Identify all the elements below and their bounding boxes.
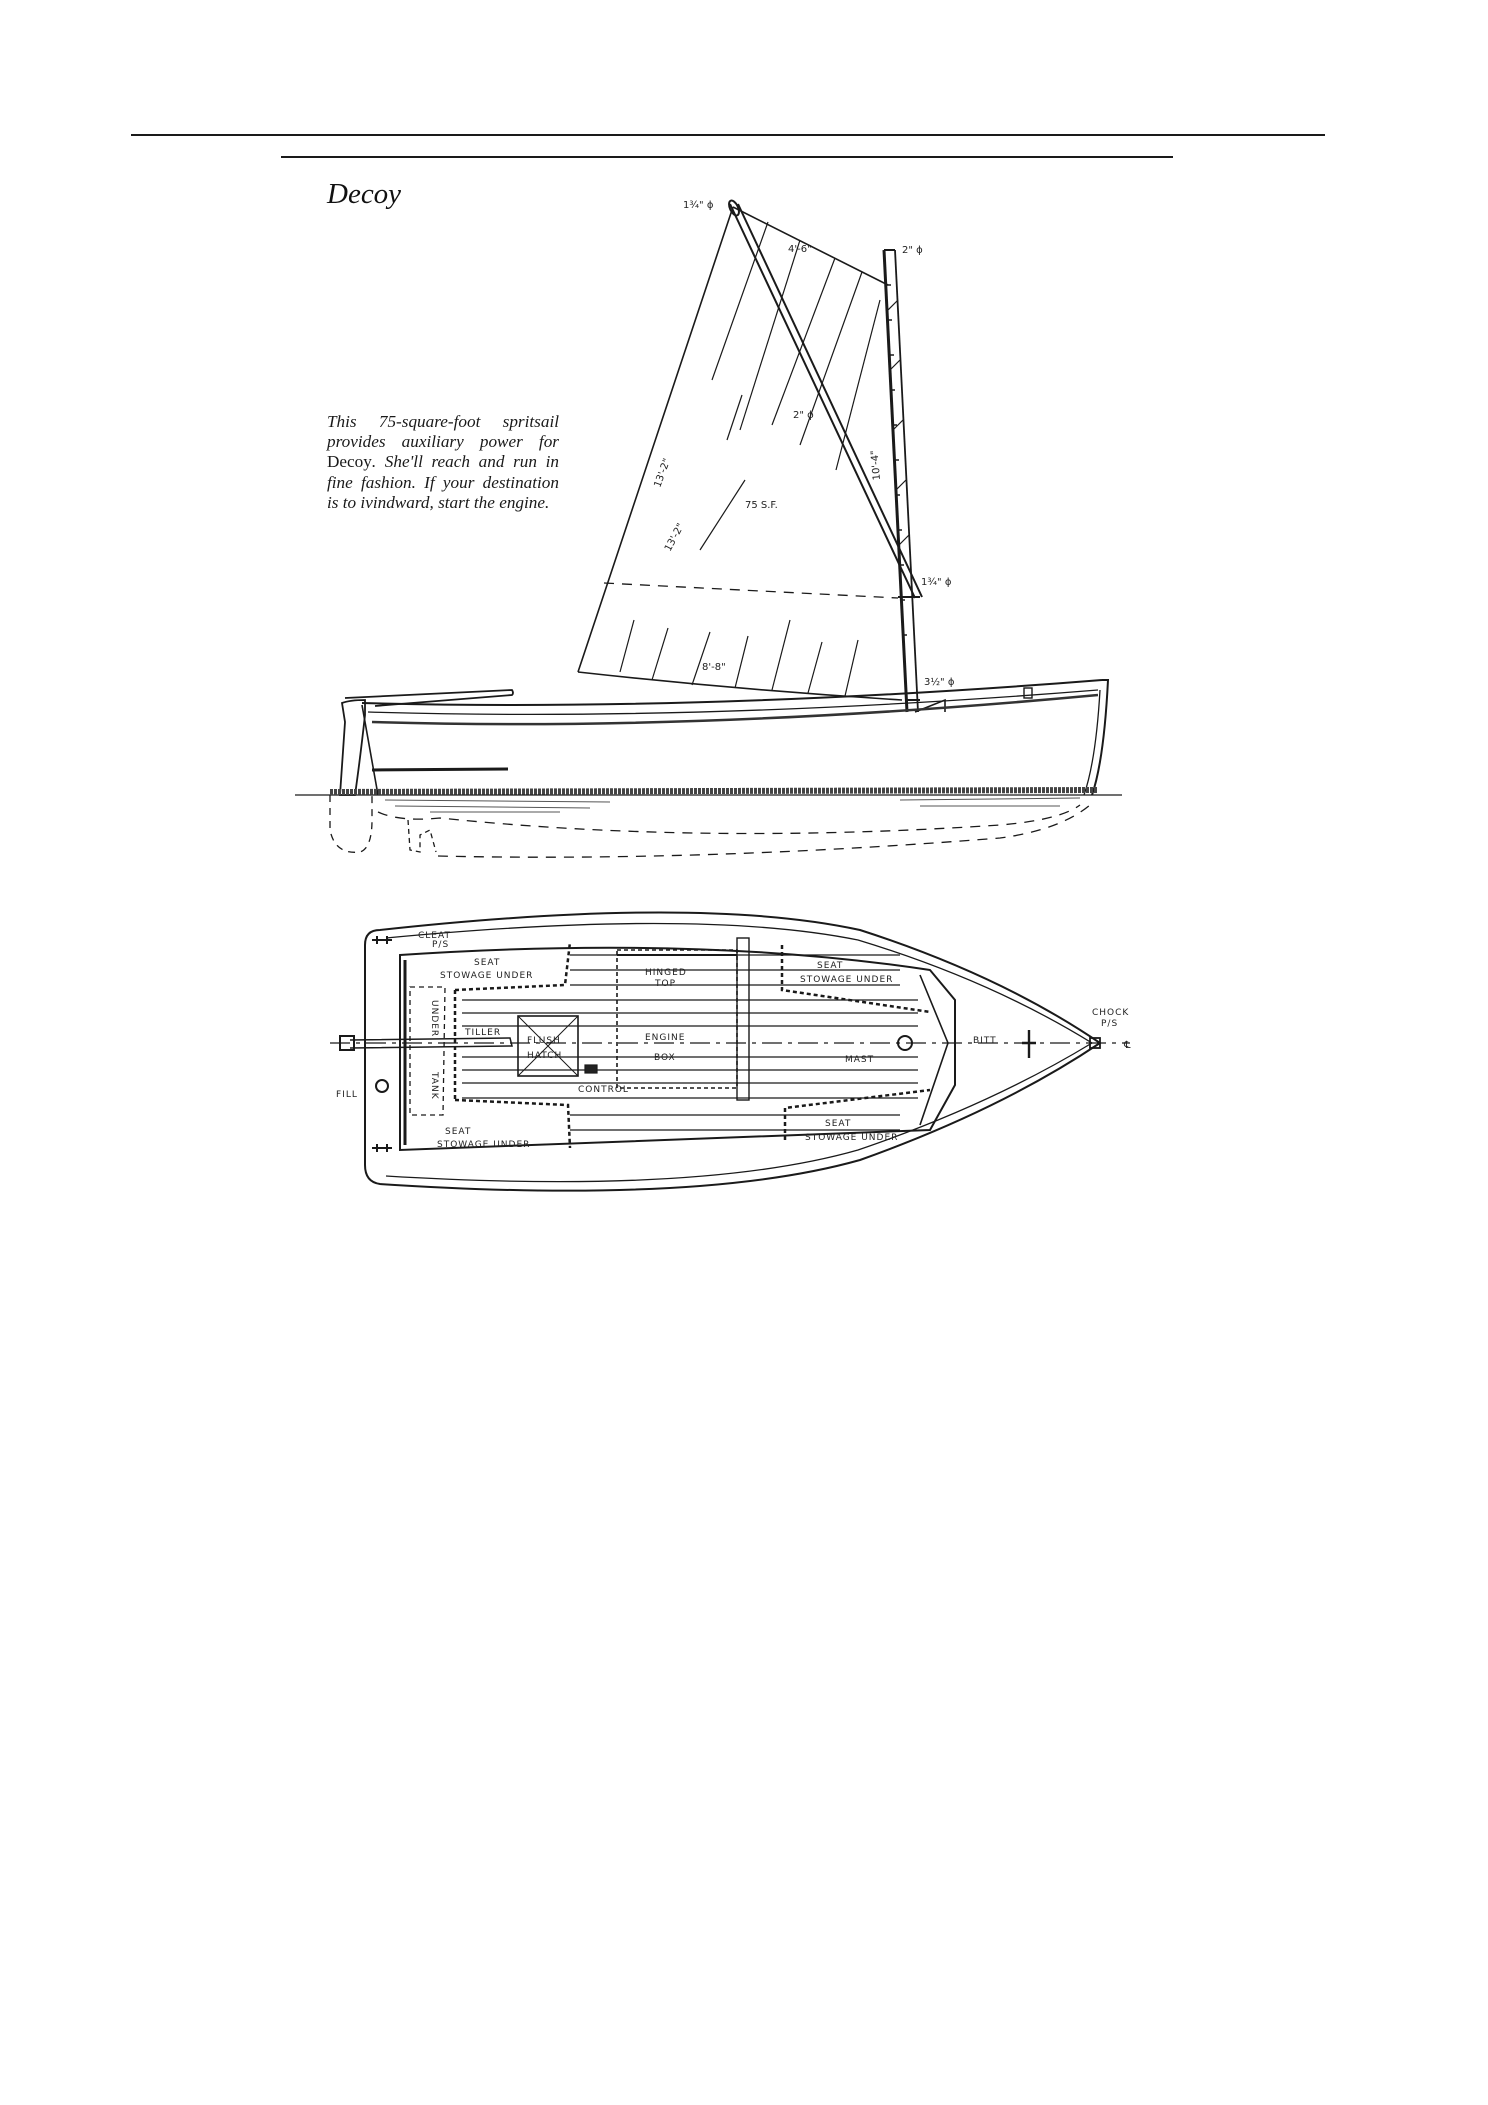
sail-luff — [578, 207, 733, 672]
label-tiller: TILLER — [465, 1028, 502, 1038]
label-chock: CHOCK — [1092, 1008, 1130, 1018]
propeller-dashed — [408, 820, 436, 852]
reef-line — [604, 583, 898, 598]
label-mast-top-dia: 2" ϕ — [902, 245, 923, 256]
label-engine-2: BOX — [654, 1053, 676, 1063]
label-seat-aft-port-1: SEAT — [474, 958, 501, 968]
label-engine-1: ENGINE — [645, 1033, 686, 1043]
label-sprit-peak-dia: 1¾" ϕ — [683, 200, 714, 211]
label-chock-ps: P/S — [1101, 1019, 1119, 1029]
label-control: CONTROL — [578, 1085, 629, 1095]
label-bitt: BITT — [973, 1036, 997, 1046]
label-cleat-ps: P/S — [432, 940, 450, 950]
label-snotter-dia: 1¾" ϕ — [921, 577, 952, 588]
label-head-length: 4'-6" — [788, 244, 812, 255]
label-seat-aft-stbd-1: SEAT — [445, 1127, 472, 1137]
caption-text-1: This 75-square-foot spritsail provides auxiliary power for — [327, 412, 559, 452]
label-hinged-1: HINGED — [645, 968, 687, 978]
caption-boat-name: Decoy — [327, 452, 372, 472]
rudder-dashed — [330, 795, 372, 852]
caption-text-2: . She'll reach and run in fine fashion. If your destination is to ivindward, start the engine. — [327, 452, 559, 512]
label-seat-fwd-stbd-1: SEAT — [825, 1119, 852, 1129]
label-mast-base-dia: 3½" ϕ — [924, 677, 955, 688]
label-tank-1: UNDER — [429, 1000, 439, 1038]
label-cleat: CLEAT — [418, 931, 451, 941]
label-seat-aft-stbd-2: STOWAGE UNDER — [437, 1140, 531, 1150]
label-centerline: ℄ — [1124, 1040, 1131, 1051]
label-flush-1: FLUSH — [527, 1036, 561, 1046]
label-seat-fwd-port-1: SEAT — [817, 961, 844, 971]
sail-plan — [295, 199, 1122, 857]
label-sprit-mid-dia: 2" ϕ — [793, 410, 814, 421]
label-hinged-2: TOP — [655, 979, 677, 989]
label-leech-length: 10'-4" — [869, 449, 883, 481]
label-seat-fwd-stbd-2: STOWAGE UNDER — [805, 1133, 899, 1143]
label-seat-fwd-port-2: STOWAGE UNDER — [800, 975, 894, 985]
underbody-dashed — [378, 805, 1080, 834]
sail-plan-labels — [652, 200, 954, 688]
label-luff-length: 13'-2" — [652, 457, 674, 490]
label-diagonal-length: 13'-2" — [662, 521, 687, 554]
cleat-stbd — [372, 1144, 392, 1152]
label-tank-2: TANK — [429, 1072, 439, 1100]
label-seat-aft-port-2: STOWAGE UNDER — [440, 971, 534, 981]
sprit-spar — [730, 204, 915, 598]
label-fill: FILL — [336, 1090, 358, 1100]
label-flush-2: HATCH — [527, 1051, 563, 1061]
label-foot-length: 8'-8" — [702, 662, 726, 673]
label-mast: MAST — [845, 1055, 875, 1065]
fill-cap — [376, 1080, 388, 1092]
label-sail-area: 75 S.F. — [745, 500, 778, 511]
bitt — [1022, 1030, 1036, 1058]
hull-stern-rudder — [340, 700, 365, 795]
figure-title: Decoy — [327, 178, 402, 210]
